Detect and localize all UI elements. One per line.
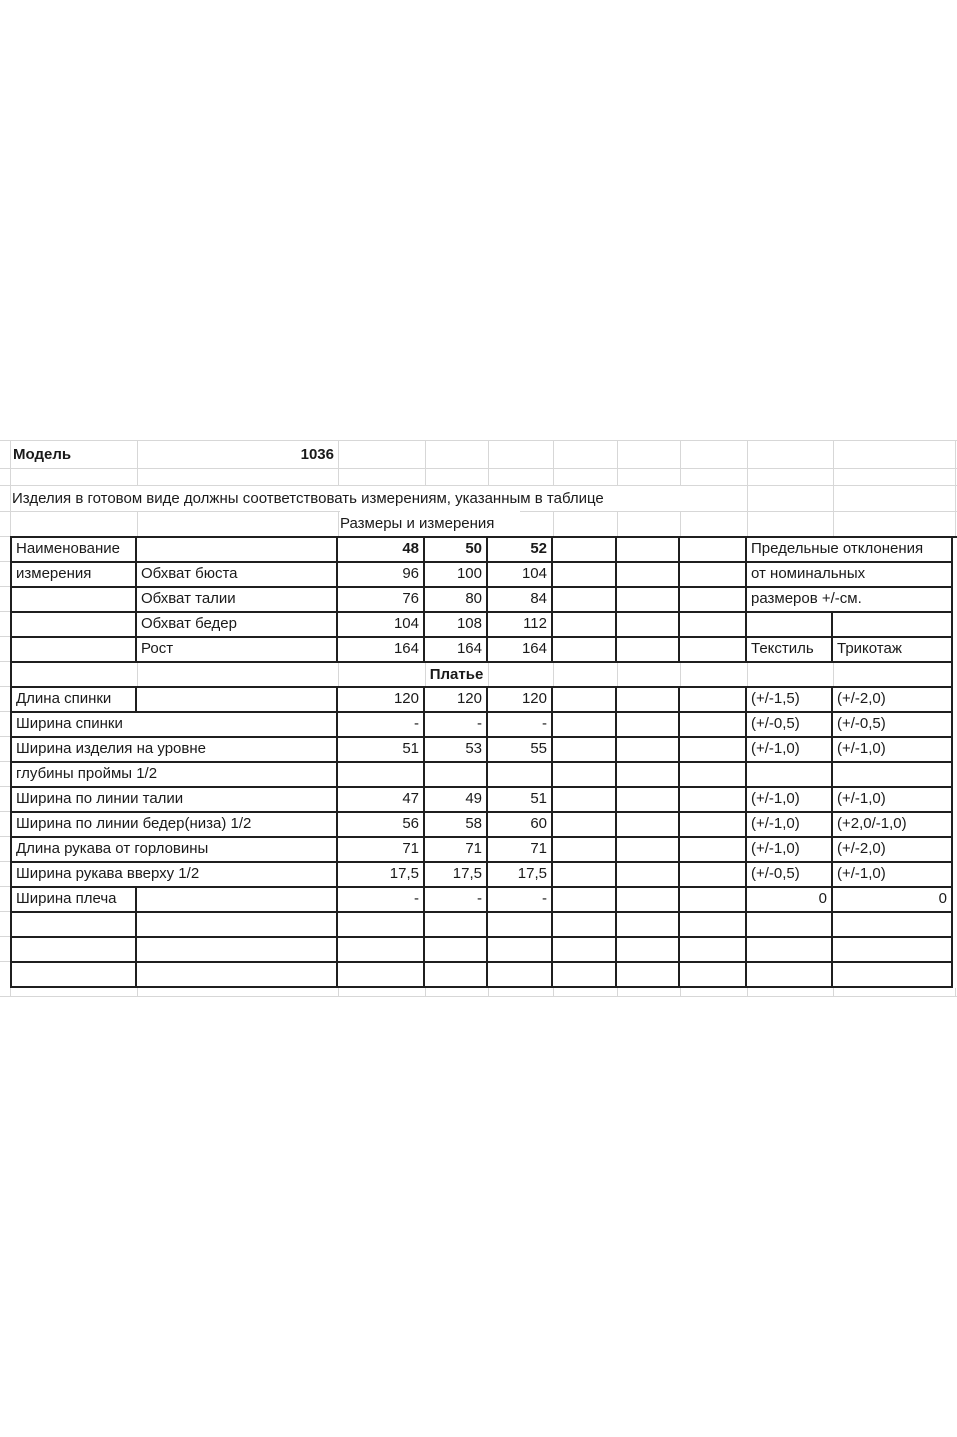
empty-cell: [833, 613, 953, 638]
empty-cell: [553, 638, 617, 663]
empty-cell: [680, 638, 747, 663]
value-cell: 55: [488, 738, 553, 763]
empty-cell: [617, 838, 680, 863]
empty-cell: [553, 588, 617, 613]
tolerance-cell: (+/-2,0): [833, 688, 953, 713]
empty-cell: [12, 638, 137, 663]
value-cell: 47: [338, 788, 425, 813]
row-label-cell: Ширина спинки: [12, 713, 338, 738]
empty-cell: [553, 763, 617, 788]
empty-cell: [553, 888, 617, 913]
value-cell: 164: [338, 638, 425, 663]
tolerance-cell: (+/-1,0): [747, 738, 833, 763]
tolerance-cell: (+/-0,5): [833, 713, 953, 738]
empty-cell: [617, 688, 680, 713]
row-label-cell: Ширина по линии талии: [12, 788, 338, 813]
model-number: 1036: [138, 442, 334, 467]
row-label-cell: Ширина плеча: [12, 888, 137, 913]
empty-cell: [12, 588, 137, 613]
row-label-cell: Длина рукава от горловины: [12, 838, 338, 863]
value-cell: 71: [488, 838, 553, 863]
value-cell: 56: [338, 813, 425, 838]
value-cell: 58: [425, 813, 488, 838]
empty-cell: [553, 913, 617, 938]
empty-cell: [680, 763, 747, 788]
garment-section-row: [12, 663, 953, 688]
tolerance-cell: (+/-1,0): [747, 838, 833, 863]
empty-cell: [617, 613, 680, 638]
empty-cell: [338, 913, 425, 938]
tolerance-cell: [833, 763, 953, 788]
row-label-cell: Ширина рукава вверху 1/2: [12, 863, 338, 888]
empty-cell: [488, 938, 553, 963]
value-cell: 71: [338, 838, 425, 863]
tolerance-cell: (+/-1,0): [747, 788, 833, 813]
value-cell: 80: [425, 588, 488, 613]
value-cell: 51: [488, 788, 553, 813]
empty-cell: [680, 613, 747, 638]
size-header-48: 48: [338, 538, 425, 563]
empty-cell: [747, 938, 833, 963]
row-label-cell: Длина спинки: [12, 688, 137, 713]
row-label-cell: глубины проймы 1/2: [12, 763, 338, 788]
empty-cell: [12, 963, 137, 988]
gridline: [137, 663, 138, 686]
name-header-cell: измерения: [12, 563, 137, 588]
value-cell: 53: [425, 738, 488, 763]
empty-cell: [617, 938, 680, 963]
empty-cell: [425, 913, 488, 938]
tolerance-cell: [747, 763, 833, 788]
value-cell: -: [425, 888, 488, 913]
empty-cell: [680, 713, 747, 738]
gridline: [338, 663, 339, 686]
empty-cell: [833, 963, 953, 988]
value-cell: 164: [488, 638, 553, 663]
value-cell: 60: [488, 813, 553, 838]
gridline: [0, 440, 957, 441]
value-cell: -: [425, 713, 488, 738]
empty-cell: [680, 688, 747, 713]
empty-cell: [747, 613, 833, 638]
value-cell: 104: [488, 563, 553, 588]
empty-cell: [553, 813, 617, 838]
value-cell: 108: [425, 613, 488, 638]
empty-cell: [488, 963, 553, 988]
empty-cell: [617, 763, 680, 788]
value-cell: 96: [338, 563, 425, 588]
empty-cell: [553, 963, 617, 988]
value-cell: 104: [338, 613, 425, 638]
tolerance-column-header: Текстиль: [747, 638, 833, 663]
empty-cell: [137, 938, 338, 963]
value-cell: -: [488, 713, 553, 738]
value-cell: 49: [425, 788, 488, 813]
tolerance-cell: (+2,0/-1,0): [833, 813, 953, 838]
empty-cell: [137, 963, 338, 988]
empty-cell: [425, 938, 488, 963]
size-table: [10, 536, 957, 988]
value-cell: -: [338, 888, 425, 913]
empty-cell: [680, 788, 747, 813]
value-cell: 120: [338, 688, 425, 713]
empty-cell: [833, 913, 953, 938]
tolerance-cell: (+/-0,5): [747, 713, 833, 738]
empty-cell: [553, 788, 617, 813]
row-label-cell: Обхват бюста: [137, 563, 338, 588]
value-cell: 120: [488, 688, 553, 713]
empty-cell: [137, 538, 338, 563]
size-header-52: 52: [488, 538, 553, 563]
empty-cell: [12, 938, 137, 963]
empty-cell: [338, 938, 425, 963]
value-cell: 84: [488, 588, 553, 613]
empty-cell: [680, 888, 747, 913]
tolerance-header-cell: Предельные отклонения: [747, 538, 953, 563]
tolerance-column-header: Трикотаж: [833, 638, 953, 663]
value-cell: 17,5: [425, 863, 488, 888]
gridline: [747, 663, 748, 686]
gridline: [680, 663, 681, 686]
tolerance-cell: (+/-1,0): [747, 813, 833, 838]
row-label-cell: Обхват талии: [137, 588, 338, 613]
value-cell: 112: [488, 613, 553, 638]
tolerance-header-cell: размеров +/-см.: [747, 588, 953, 613]
empty-cell: [680, 538, 747, 563]
empty-cell: [617, 963, 680, 988]
empty-cell: [747, 913, 833, 938]
value-cell: -: [338, 713, 425, 738]
empty-cell: [680, 863, 747, 888]
empty-cell: [833, 938, 953, 963]
empty-cell: [617, 538, 680, 563]
name-header-cell: Наименование: [12, 538, 137, 563]
empty-cell: [553, 838, 617, 863]
empty-cell: [553, 738, 617, 763]
empty-cell: [680, 588, 747, 613]
empty-cell: [680, 813, 747, 838]
tolerance-cell: (+/-1,0): [833, 863, 953, 888]
value-cell: 120: [425, 688, 488, 713]
empty-cell: [680, 738, 747, 763]
value-cell: [338, 763, 425, 788]
empty-cell: [617, 863, 680, 888]
value-cell: 17,5: [488, 863, 553, 888]
empty-cell: [617, 563, 680, 588]
model-label: Модель: [13, 442, 123, 467]
size-header-50: 50: [425, 538, 488, 563]
gridline: [553, 663, 554, 686]
empty-cell: [680, 563, 747, 588]
gridline: [0, 468, 957, 469]
value-cell: 76: [338, 588, 425, 613]
note-text: Изделия в готовом виде должны соответствовать измерениям, указанным в таблице: [12, 486, 745, 511]
empty-cell: [338, 963, 425, 988]
row-label-cell: Обхват бедер: [137, 613, 338, 638]
tolerance-cell: (+/-2,0): [833, 838, 953, 863]
empty-cell: [553, 713, 617, 738]
tolerance-cell: 0: [833, 888, 953, 913]
empty-cell: [137, 888, 338, 913]
gridline: [617, 663, 618, 686]
empty-cell: [137, 688, 338, 713]
value-cell: 51: [338, 738, 425, 763]
tolerance-cell: (+/-1,5): [747, 688, 833, 713]
value-cell: 17,5: [338, 863, 425, 888]
tolerance-cell: (+/-1,0): [833, 738, 953, 763]
tolerance-cell: (+/-0,5): [747, 863, 833, 888]
empty-cell: [680, 938, 747, 963]
gridline: [833, 663, 834, 686]
empty-cell: [553, 938, 617, 963]
empty-cell: [12, 613, 137, 638]
value-cell: 100: [425, 563, 488, 588]
value-cell: [425, 763, 488, 788]
value-cell: 164: [425, 638, 488, 663]
sizes-section-title: Размеры и измерения: [340, 511, 520, 536]
empty-cell: [553, 863, 617, 888]
empty-cell: [680, 838, 747, 863]
row-label-cell: Ширина по линии бедер(низа) 1/2: [12, 813, 338, 838]
empty-cell: [12, 913, 137, 938]
empty-cell: [617, 588, 680, 613]
empty-cell: [680, 963, 747, 988]
empty-cell: [553, 538, 617, 563]
gridline: [488, 663, 489, 686]
empty-cell: [553, 613, 617, 638]
row-label-cell: Ширина изделия на уровне: [12, 738, 338, 763]
empty-cell: [617, 913, 680, 938]
tolerance-header-cell: от номинальных: [747, 563, 953, 588]
empty-cell: [553, 688, 617, 713]
gridline: [0, 996, 957, 997]
tolerance-cell: (+/-1,0): [833, 788, 953, 813]
empty-cell: [680, 913, 747, 938]
empty-cell: [617, 813, 680, 838]
empty-cell: [617, 738, 680, 763]
tolerance-cell: 0: [747, 888, 833, 913]
empty-cell: [617, 888, 680, 913]
empty-cell: [747, 963, 833, 988]
row-label-cell: Рост: [137, 638, 338, 663]
empty-cell: [617, 638, 680, 663]
value-cell: 71: [425, 838, 488, 863]
empty-cell: [617, 713, 680, 738]
value-cell: [488, 763, 553, 788]
empty-cell: [137, 913, 338, 938]
empty-cell: [617, 788, 680, 813]
empty-cell: [553, 563, 617, 588]
value-cell: -: [488, 888, 553, 913]
empty-cell: [425, 963, 488, 988]
empty-cell: [488, 913, 553, 938]
garment-section-title: Платье: [429, 666, 484, 683]
